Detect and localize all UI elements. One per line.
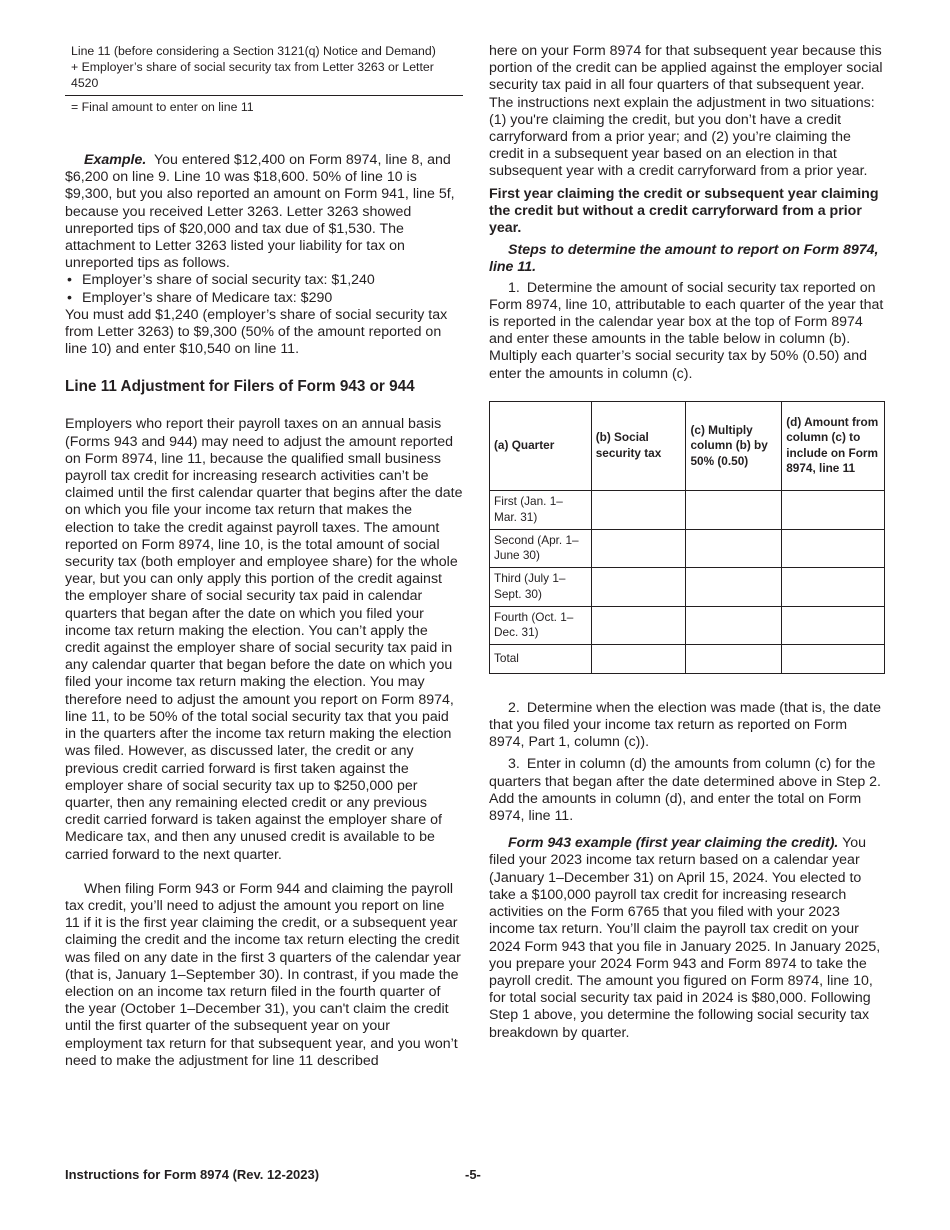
bullet-icon: • [67,289,72,306]
quarter-cell: Fourth (Oct. 1– Dec. 31) [490,606,592,644]
table-header-row [490,401,885,490]
example-label: Example. [84,152,147,168]
bullet-icon: • [67,272,72,289]
bullet-item: • Employer’s share of Medicare tax: $290 [67,289,333,306]
step-2: 2. Determine when the election was made (that is, the date that you filed your income tax return as reported on Form 8974, Part 1, column (c)). [489,699,882,751]
body-paragraph-2: When filing Form 943 or Form 944 and claiming the payroll tax credit, you’ll need to adjust the amount you report on line 11 if it is the first year claiming the credit, or a subsequent year claiming the credit and the income tax return electing the credit was filed on any date in the first 3 quarters of the calendar year (that is, January 1–September 30). In contrast, if you made the election on an income tax return filed in the fourth quarter of the year (October 1–December 31), you can't claim the credit until the first quarter of the subsequent year on your employment tax return for that subsequent year, and you won’t need to make the adjustment for line 11 described [65,880,461,1069]
subheading: First year claiming the credit or subsequent year claiming the credit but without a credit carryforward from a prior year. [489,185,879,237]
quarter-cell: Second (Apr. 1– June 30) [490,529,592,567]
table-header-quarter: (a) Quarter [490,401,592,490]
table-cell[interactable] [782,606,885,644]
table-cell[interactable] [686,606,782,644]
table-header-social-security: (b) Social security tax [591,401,686,490]
table-header-amount: (d) Amount from column (c) to include on Form 8974, line 11 [782,401,885,490]
footer-title: Instructions for Form 8974 (Rev. 12-2023) [65,1167,320,1182]
table-header-multiply: (c) Multiply column (b) by 50% (0.50) [686,401,782,490]
calc-result: = Final amount to enter on line 11 [71,100,254,114]
calc-line-2: + Employer’s share of social security tax from Letter 3263 or Letter 4520 [71,60,434,90]
table-cell[interactable] [782,567,885,606]
table-row [490,490,885,529]
calc-line-1: Line 11 (before considering a Section 3121(q) Notice and Demand) [71,44,436,58]
body-paragraph-1: Employers who report their payroll taxes on an annual basis (Forms 943 and 944) may need to adjust the amount reported on Form 8974, line 11, because the qualified small business payroll tax credit for increasing research activities can’t be claimed until the first calendar quarter that begins after the date on which you file your income tax return that makes the election to take the credit against payroll taxes. The amount reported on Form 8974, line 10, is the total amount of social security tax (both employer and employee share) for the whole year, but you can only apply this portion of the credit against the employer share of social security tax paid in calendar quarters that began after the date on which you filed your income tax return making the election. You can’t apply the credit against the employer share of social security tax paid in any calendar quarter that began before the date on which you filed your income tax return making the election. You may therefore need to adjust the amount you report on Form 8974, line 11, to be 50% of the total social security tax that you paid in the quarters after the income tax return making the election was filed. However, as discussed later, the credit or any previous credit carried forward is first taken against the employer share of social security tax up to $250,000 per quarter, then any remaining elected credit or any previous credit carried forward is taken against the employer share of Medicare tax, and then any unused credit is available to be carried forward to the next quarter. [65,416,463,863]
page-number: -5- [465,1167,481,1182]
quarter-cell: Third (July 1– Sept. 30) [490,567,592,606]
table-cell[interactable] [591,490,686,529]
table-row [490,529,885,567]
calculation-box [65,43,463,115]
example-paragraph [65,152,463,272]
table-cell[interactable] [686,567,782,606]
right-column [489,43,885,1042]
step-1: 1. Determine the amount of social security tax reported on Form 8974, line 10, attributable to each quarter of the year that is reported in the calendar year box at the top of Form 8974 and enter these amounts in the table below in column (b). Multiply each quarter’s social security tax by 50% (0.50) and enter the amounts in column (c). [489,279,884,382]
table-cell[interactable] [782,490,885,529]
example-conclusion: You must add $1,240 (employer’s share of social security tax from Letter 3263) to $9,300 (50% of the amount reported on line 10) and enter $10,540 on line 11. [65,306,448,358]
form-943-example-label: Form 943 example (first year claiming the credit). [508,835,839,852]
table-cell[interactable] [782,529,885,567]
quarter-cell: First (Jan. 1– Mar. 31) [490,490,592,529]
section-heading: Line 11 Adjustment for Filers of Form 943 or 944 [65,378,415,396]
table-cell[interactable] [591,529,686,567]
example-bullet-list [65,272,463,306]
table-cell[interactable] [686,490,782,529]
total-label-cell: Total [490,644,592,673]
table-row [490,567,885,606]
bullet-item: • Employer’s share of social security tax: $1,240 [67,272,375,289]
form-943-example-text: You filed your 2023 income tax return based on a calendar year (January 1–December 31) on April 15, 2024. You elected to take a $100,000 payroll tax credit for increasing research activities on the Form 6765 that you filed with your 2023 income tax return. You’ll claim the payroll tax credit on your 2024 Form 943 that you file in January 2025. In January 2025, you prepare your 2024 Form 943 and Form 8974 to take the payroll credit. The amount you figured on Form 8974, line 10, for total social security tax paid in 2024 is $80,000. Following Step 1 above, you determine the following social security tax breakdown by quarter. [489,835,881,1041]
calc-divider [65,95,463,96]
form-943-example [489,835,885,1041]
left-column [65,43,463,1070]
table-cell[interactable] [591,567,686,606]
table-row [490,606,885,644]
example-text: You entered $12,400 on Form 8974, line 8, and $6,200 on line 9. Line 10 was $18,600. 50% of line 10 is $9,300, but you also reported an amount on Form 941, line 5f, because you received Letter 3263. Letter 3263 showed unreported tips of $20,000 and tax due of $1,530. The attachment to Letter 3263 listed your liability for tax on unreported tips as follows. [65,152,455,272]
continued-paragraph: here on your Form 8974 for that subsequent year because this portion of the credit can be applied against the employer social security tax paid in all four quarters of that subsequent year. The instructions next explain the adjustment in two situations: (1) you're claiming the credit, but you don’t have a credit carryforward from a prior year; and (2) you’re claiming the credit in a subsequent year based on an election in that subsequent year with a credit carryforward from a prior year. [489,43,883,180]
steps-heading: Steps to determine the amount to report on Form 8974, line 11. [489,242,879,276]
table-cell[interactable] [686,644,782,673]
table-total-row [490,644,885,673]
table-cell[interactable] [686,529,782,567]
quarter-table [489,401,885,674]
table-cell[interactable] [591,606,686,644]
table-cell[interactable] [591,644,686,673]
step-3: 3. Enter in column (d) the amounts from column (c) for the quarters that began after the date determined above in Step 2. Add the amounts in column (d), and enter the total on Form 8974, line 11. [489,756,881,825]
table-cell[interactable] [782,644,885,673]
